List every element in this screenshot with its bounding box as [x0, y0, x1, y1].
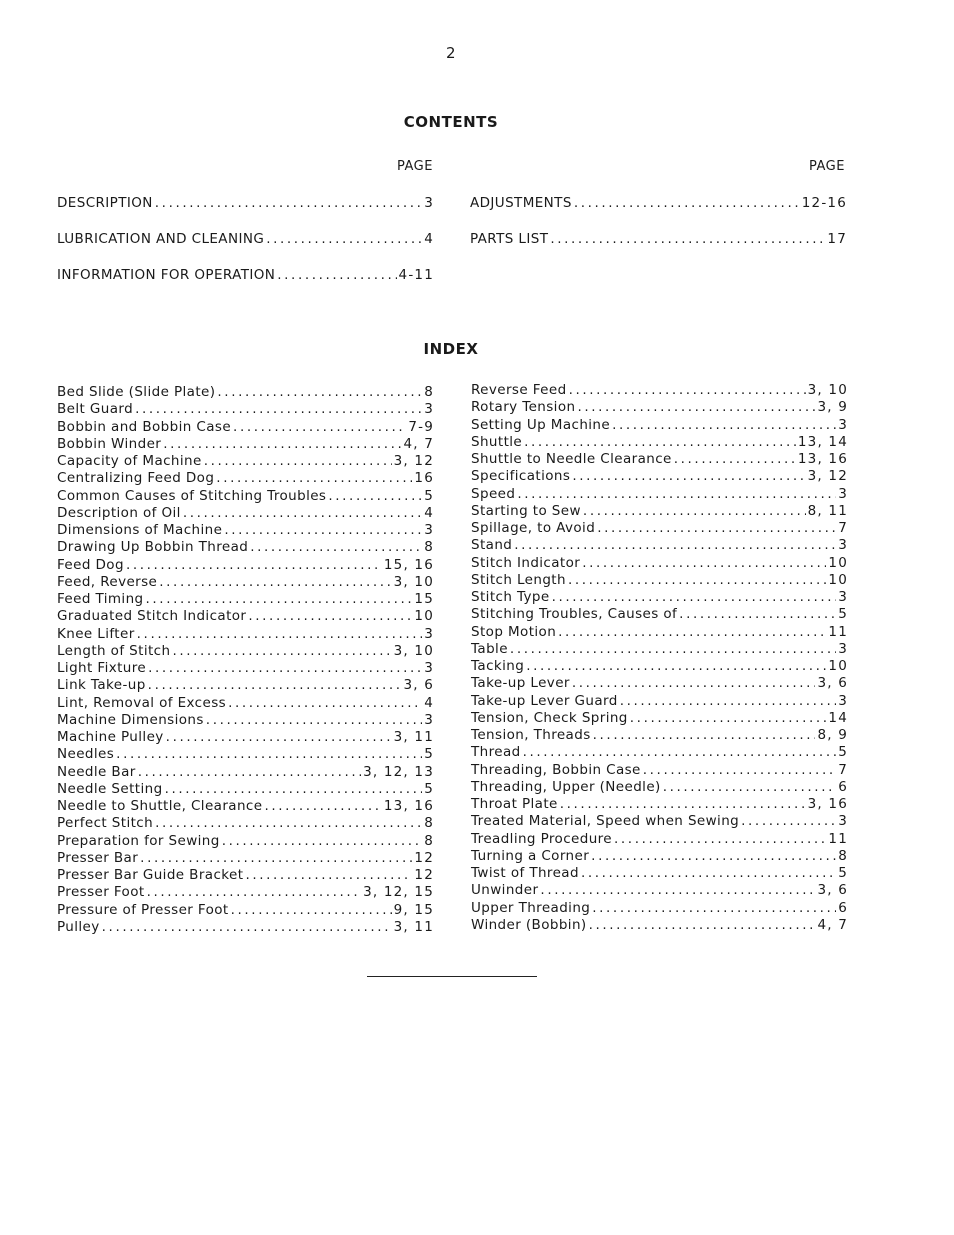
contents-entry — [57, 229, 434, 249]
index-entry — [57, 867, 434, 884]
index-entry — [471, 917, 848, 934]
dot-leader — [204, 453, 392, 470]
dot-leader — [166, 729, 392, 746]
dot-leader — [146, 591, 413, 608]
index-entry-label: Light Fixture — [57, 660, 147, 676]
index-entry-page: 4 — [424, 694, 434, 711]
contents-entry-label: ADJUSTMENTS — [470, 195, 572, 211]
contents-heading: CONTENTS — [403, 113, 499, 131]
index-entry-page: 5 — [424, 487, 434, 504]
index-entry-page: 3, 12 — [393, 453, 434, 469]
closing-rule — [367, 976, 537, 977]
contents-entry — [470, 193, 847, 213]
page-number: 2 — [445, 44, 457, 62]
index-entry-label: Rotary Tension — [471, 399, 576, 416]
index-entry — [57, 919, 434, 936]
dot-leader — [155, 815, 422, 832]
index-entry-page: 3, 6 — [817, 675, 848, 692]
dot-leader — [116, 746, 422, 763]
dot-leader — [612, 417, 836, 434]
index-entry — [471, 796, 848, 813]
contents-entry-page: 4-11 — [398, 267, 434, 283]
index-entry-label: Dimensions of Machine — [57, 522, 223, 538]
index-entry-label: Unwinder — [471, 882, 539, 899]
dot-leader — [558, 624, 826, 641]
index-entry-label: Turning a Corner — [471, 847, 590, 864]
index-entry-page: 3 — [424, 401, 434, 418]
contents-entry — [57, 193, 434, 213]
index-entry-label: Feed Dog — [57, 556, 124, 573]
index-entry-label: Stitch Length — [471, 571, 566, 588]
index-entry — [57, 539, 434, 556]
dot-leader — [510, 641, 836, 658]
index-entry-page: 4, 7 — [403, 435, 434, 452]
index-entry-label: Stitch Indicator — [471, 554, 581, 571]
dot-leader — [560, 796, 806, 813]
index-entry — [471, 417, 848, 434]
index-entry — [57, 453, 434, 470]
index-entry-label: Graduated Stitch Indicator — [57, 608, 247, 625]
index-entry-page: 5 — [424, 780, 434, 797]
dot-leader — [228, 695, 422, 712]
index-entry — [57, 850, 434, 867]
index-entry-page: 3, 6 — [817, 882, 848, 899]
dot-leader — [137, 626, 423, 643]
dot-leader — [630, 710, 827, 727]
index-entry — [471, 882, 848, 899]
index-entry — [57, 660, 434, 677]
contents-entry-page: 12-16 — [801, 195, 847, 211]
index-entry — [471, 675, 848, 692]
index-entry-page: 3 — [424, 625, 434, 642]
index-entry-label: Pressure of Presser Foot — [57, 901, 229, 918]
index-entry-page: 13, 14 — [797, 433, 848, 450]
index-entry-label: Description of Oil — [57, 504, 181, 521]
index-entry — [57, 384, 434, 401]
index-entry — [471, 865, 848, 882]
index-entry — [57, 401, 434, 418]
index-entry-page: 15 — [414, 591, 434, 607]
index-entry-page: 12 — [414, 849, 434, 866]
index-entry — [57, 522, 434, 539]
index-entry — [57, 764, 434, 781]
index-entry-page: 10 — [828, 658, 848, 674]
dot-leader — [592, 900, 836, 917]
index-entry-page: 3 — [838, 416, 848, 433]
index-entry-label: Setting Up Machine — [471, 416, 611, 433]
index-entry-page: 6 — [838, 778, 848, 795]
dot-leader — [550, 229, 825, 249]
index-entry-page: 3 — [838, 692, 848, 709]
index-entry — [57, 798, 434, 815]
contents-entry-label: LUBRICATION AND CLEANING — [57, 231, 265, 247]
index-entry-label: Needle Setting — [57, 780, 163, 797]
dot-leader — [172, 643, 391, 660]
index-entry-page: 3 — [838, 589, 848, 605]
dot-leader — [147, 884, 362, 901]
index-entry-page: 3, 11 — [393, 918, 434, 935]
index-entry-label: Machine Dimensions — [57, 711, 204, 728]
index-entry — [471, 813, 848, 830]
index-entry — [57, 557, 434, 574]
index-entry-page: 8 — [838, 847, 848, 864]
index-entry-page: 7 — [838, 520, 848, 536]
index-entry — [57, 626, 434, 643]
index-entry-page: 3 — [838, 537, 848, 554]
index-heading: INDEX — [423, 340, 479, 358]
dot-leader — [526, 658, 826, 675]
dot-leader — [540, 882, 815, 899]
index-entry — [57, 884, 434, 901]
index-entry-page: 10 — [414, 608, 434, 625]
index-entry-page: 5 — [838, 865, 848, 881]
dot-leader — [674, 451, 796, 468]
dot-leader — [159, 574, 391, 591]
index-entry-page: 3, 10 — [393, 642, 434, 659]
index-entry-label: Shuttle — [471, 433, 523, 450]
dot-leader — [591, 848, 836, 865]
dot-leader — [148, 660, 422, 677]
index-entry — [471, 434, 848, 451]
dot-leader — [572, 675, 816, 692]
index-entry — [471, 537, 848, 554]
index-entry-page: 8 — [424, 815, 434, 832]
index-entry — [471, 900, 848, 917]
dot-leader — [620, 693, 836, 710]
index-entry-page: 3, 9 — [817, 399, 848, 416]
dot-leader — [217, 384, 422, 401]
index-entry — [471, 468, 848, 485]
index-entry-label: Threading, Upper (Needle) — [471, 778, 661, 795]
dot-leader — [741, 813, 836, 830]
dot-leader — [216, 470, 412, 487]
index-entry-label: Feed Timing — [57, 591, 144, 607]
dot-leader — [574, 193, 800, 213]
index-entry-page: 3 — [424, 522, 434, 538]
index-entry-page: 8, 11 — [807, 502, 848, 519]
index-entry-label: Stitch Type — [471, 589, 550, 605]
index-entry — [471, 572, 848, 589]
index-entry-page: 3, 11 — [393, 729, 434, 745]
index-entry — [57, 574, 434, 591]
dot-leader — [593, 727, 816, 744]
index-entry-label: Spillage, to Avoid — [471, 520, 596, 536]
index-entry-label: Lint, Removal of Excess — [57, 694, 227, 711]
index-entry-label: Stitching Troubles, Causes of — [471, 606, 678, 623]
index-entry-label: Presser Bar Guide Bracket — [57, 867, 244, 883]
dot-leader — [569, 382, 806, 399]
index-entry-label: Preparation for Sewing — [57, 832, 220, 849]
index-entry-label: Threading, Bobbin Case — [471, 761, 641, 778]
index-entry-page: 3, 10 — [393, 573, 434, 590]
index-entry-page: 4, 7 — [817, 916, 848, 933]
index-entry — [471, 589, 848, 606]
dot-leader — [138, 764, 361, 781]
index-entry — [57, 833, 434, 850]
index-entry-label: Winder (Bobbin) — [471, 916, 587, 933]
dot-leader — [266, 229, 422, 249]
index-entry — [57, 695, 434, 712]
index-entry-page: 14 — [828, 709, 848, 726]
index-entry — [57, 677, 434, 694]
index-entry — [471, 727, 848, 744]
index-entry-page: 3 — [838, 485, 848, 502]
index-entry-page: 6 — [838, 899, 848, 916]
index-entry-label: Drawing Up Bobbin Thread — [57, 539, 249, 556]
index-entry-label: Machine Pulley — [57, 729, 164, 745]
index-entry — [57, 488, 434, 505]
dot-leader — [589, 917, 816, 934]
index-entry-label: Needles — [57, 746, 115, 763]
index-entry-page: 16 — [414, 470, 434, 487]
index-entry — [57, 608, 434, 625]
index-entry-label: Perfect Stitch — [57, 815, 154, 832]
index-entry-label: Throat Plate — [471, 796, 558, 812]
dot-leader — [155, 193, 422, 213]
dot-leader — [517, 486, 836, 503]
index-entry-label: Pulley — [57, 918, 100, 935]
index-entry — [471, 710, 848, 727]
index-entry-label: Presser Bar — [57, 849, 139, 866]
index-entry — [57, 712, 434, 729]
index-entry — [57, 436, 434, 453]
dot-leader — [524, 434, 796, 451]
dot-leader — [581, 865, 836, 882]
index-entry-page: 10 — [828, 571, 848, 588]
index-entry-label: Centralizing Feed Dog — [57, 470, 215, 487]
index-entry-label: Shuttle to Needle Clearance — [471, 451, 672, 467]
index-entry-page: 4 — [424, 504, 434, 521]
dot-leader — [583, 503, 806, 520]
contents-entry-page: 4 — [424, 231, 434, 247]
index-entry — [57, 781, 434, 798]
index-entry-page: 3, 12, 15 — [363, 884, 434, 901]
index-entry-page: 9, 15 — [393, 901, 434, 918]
index-entry — [471, 779, 848, 796]
index-entry-label: Twist of Thread — [471, 865, 579, 881]
contents-entry-page: 17 — [827, 231, 847, 247]
index-entry — [471, 848, 848, 865]
index-entry-label: Starting to Sew — [471, 502, 581, 519]
dot-leader — [264, 798, 381, 815]
index-entry-page: 3, 6 — [403, 677, 434, 694]
contents-entry — [470, 229, 847, 249]
index-entry-label: Link Take-up — [57, 677, 146, 694]
index-entry — [471, 486, 848, 503]
dot-leader — [140, 850, 412, 867]
index-entry-label: Bobbin Winder — [57, 435, 162, 452]
index-entry-label: Capacity of Machine — [57, 453, 202, 469]
index-entry-label: Reverse Feed — [471, 382, 567, 398]
index-entry-page: 11 — [828, 830, 848, 847]
dot-leader — [643, 762, 836, 779]
dot-leader — [224, 522, 422, 539]
dot-leader — [597, 520, 836, 537]
index-entry — [471, 382, 848, 399]
dot-leader — [148, 677, 402, 694]
contents-entry-label: PARTS LIST — [470, 231, 549, 247]
index-entry — [57, 729, 434, 746]
index-entry-page: 13, 16 — [383, 798, 434, 814]
dot-leader — [572, 468, 805, 485]
index-entry — [57, 746, 434, 763]
index-entry-label: Presser Foot — [57, 884, 145, 901]
dot-leader — [222, 833, 422, 850]
dot-leader — [183, 505, 422, 522]
dot-leader — [552, 589, 837, 606]
index-entry — [471, 399, 848, 416]
index-entry-label: Table — [471, 640, 508, 657]
index-entry — [471, 624, 848, 641]
index-entry-label: Belt Guard — [57, 401, 134, 418]
index-entry-label: Stop Motion — [471, 623, 557, 640]
index-entry-page: 11 — [828, 623, 848, 640]
contents-page-label-right: PAGE — [809, 159, 845, 174]
dot-leader — [577, 399, 815, 416]
contents-entry-page: 3 — [424, 195, 434, 211]
index-entry-page: 13, 16 — [797, 451, 848, 467]
index-entry-label: Speed — [471, 485, 516, 502]
index-entry-label: Treadling Procedure — [471, 830, 613, 847]
index-entry-page: 7 — [838, 761, 848, 778]
contents-page-label-left: PAGE — [397, 159, 433, 174]
index-entry-label: Tacking — [471, 658, 525, 674]
dot-leader — [614, 831, 826, 848]
index-entry — [57, 902, 434, 919]
index-entry-label: Stand — [471, 537, 513, 554]
index-entry-page: 7-9 — [408, 418, 434, 435]
dot-leader — [233, 419, 406, 436]
contents-entry-label: INFORMATION FOR OPERATION — [57, 267, 276, 283]
index-entry-label: Needle Bar — [57, 763, 136, 780]
index-entry — [57, 470, 434, 487]
index-entry-page: 8 — [424, 832, 434, 849]
index-entry — [471, 762, 848, 779]
index-entry-page: 5 — [424, 746, 434, 763]
index-entry-label: Knee Lifter — [57, 625, 135, 642]
index-entry — [57, 505, 434, 522]
index-entry-page: 3, 16 — [807, 796, 848, 812]
index-entry — [471, 503, 848, 520]
index-entry-label: Feed, Reverse — [57, 573, 158, 590]
index-entry-page: 3 — [838, 640, 848, 657]
dot-leader — [582, 555, 826, 572]
dot-leader — [206, 712, 422, 729]
index-entry-label: Common Causes of Stitching Troubles — [57, 487, 327, 504]
dot-leader — [514, 537, 836, 554]
index-entry — [471, 555, 848, 572]
index-entry-label: Needle to Shuttle, Clearance — [57, 798, 263, 814]
index-entry — [57, 419, 434, 436]
index-entry-label: Specifications — [471, 468, 571, 485]
dot-leader — [248, 608, 412, 625]
index-entry — [57, 815, 434, 832]
dot-leader — [663, 779, 837, 796]
index-entry-label: Thread — [471, 744, 521, 761]
index-entry-page: 3 — [838, 813, 848, 830]
index-entry-label: Take-up Lever — [471, 675, 570, 692]
index-entry-label: Length of Stitch — [57, 642, 171, 659]
dot-leader — [135, 401, 422, 418]
index-entry-page: 3 — [424, 660, 434, 676]
dot-leader — [523, 744, 837, 761]
index-entry-label: Upper Threading — [471, 899, 591, 916]
index-entry — [57, 591, 434, 608]
dot-leader — [250, 539, 422, 556]
dot-leader — [679, 606, 836, 623]
index-entry-page: 3 — [424, 711, 434, 728]
dot-leader — [165, 781, 423, 798]
dot-leader — [245, 867, 412, 884]
index-entry-page: 8 — [424, 539, 434, 556]
index-entry-label: Tension, Check Spring — [471, 709, 628, 726]
index-entry-label: Bed Slide (Slide Plate) — [57, 384, 216, 400]
contents-entry-label: DESCRIPTION — [57, 195, 153, 211]
index-entry-label: Treated Material, Speed when Sewing — [471, 813, 740, 830]
index-entry-page: 5 — [838, 744, 848, 761]
index-entry-label: Take-up Lever Guard — [471, 692, 618, 709]
dot-leader — [277, 265, 396, 285]
index-entry — [57, 643, 434, 660]
dot-leader — [568, 572, 826, 589]
index-entry — [471, 831, 848, 848]
index-entry-page: 5 — [838, 606, 848, 623]
index-entry — [471, 641, 848, 658]
index-entry-page: 3, 12, 13 — [363, 763, 434, 780]
index-entry-page: 3, 10 — [807, 382, 848, 398]
index-entry — [471, 520, 848, 537]
index-entry-page: 15, 16 — [383, 556, 434, 573]
index-entry-page: 8, 9 — [817, 727, 848, 743]
index-entry — [471, 744, 848, 761]
index-entry-label: Tension, Threads — [471, 727, 591, 743]
index-entry — [471, 693, 848, 710]
dot-leader — [163, 436, 401, 453]
index-entry-page: 8 — [424, 384, 434, 400]
index-entry — [471, 451, 848, 468]
dot-leader — [126, 557, 382, 574]
dot-leader — [328, 488, 422, 505]
index-entry-page: 3, 12 — [807, 468, 848, 485]
index-entry — [471, 606, 848, 623]
index-entry-page: 10 — [828, 554, 848, 571]
dot-leader — [102, 919, 392, 936]
contents-entry — [57, 265, 434, 285]
index-entry — [471, 658, 848, 675]
dot-leader — [231, 902, 392, 919]
index-entry-label: Bobbin and Bobbin Case — [57, 418, 232, 435]
index-entry-page: 12 — [414, 867, 434, 883]
